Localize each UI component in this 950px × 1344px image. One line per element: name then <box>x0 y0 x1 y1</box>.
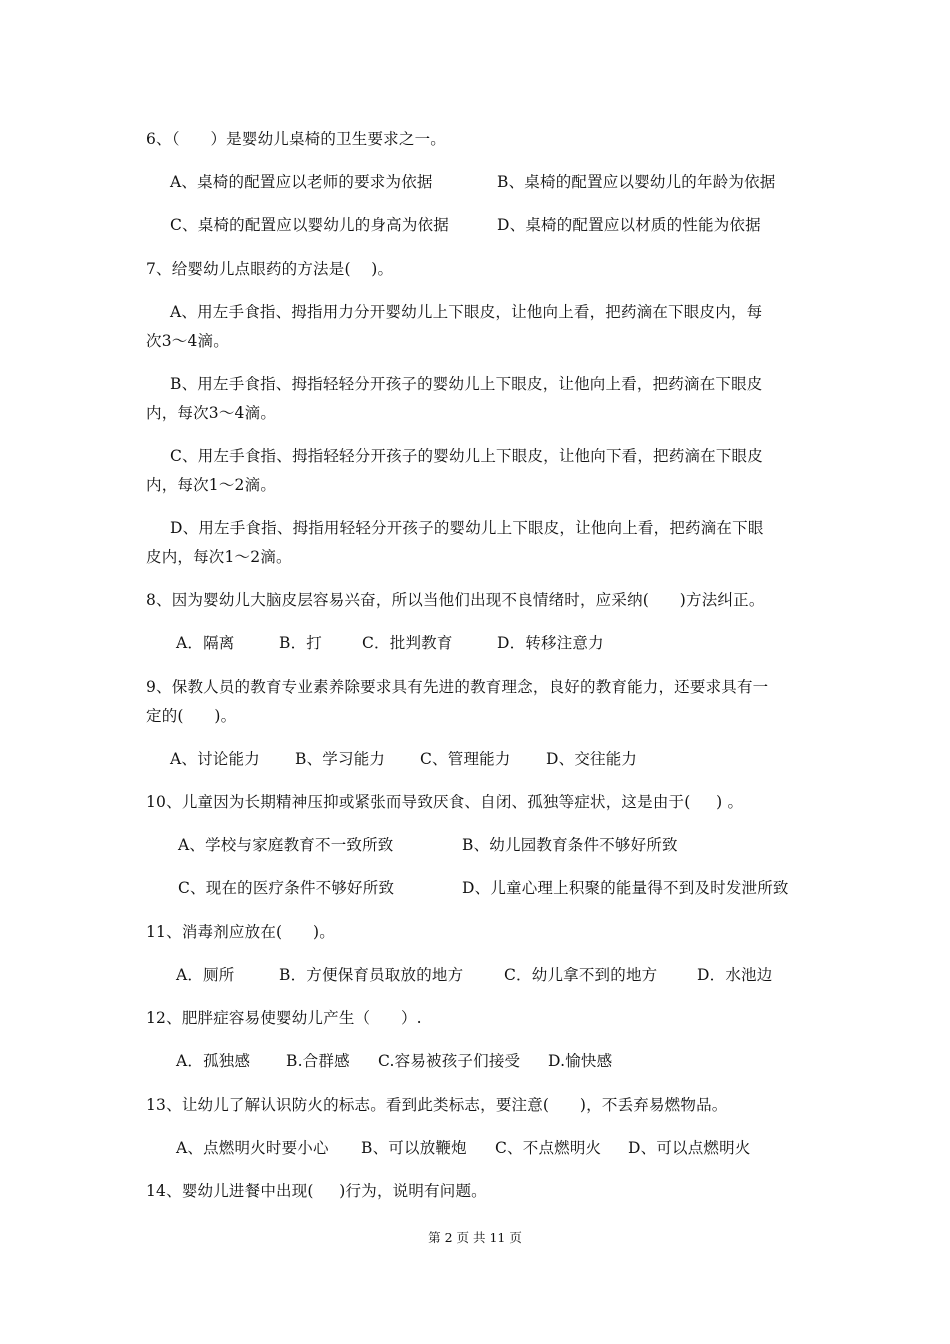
question-12-option-b: B.合群感 <box>286 1052 350 1070</box>
question-8-option-b: B．打 <box>279 634 322 652</box>
question-13-option-b: B、可以放鞭炮 <box>361 1139 467 1157</box>
question-11-option-c: C．幼儿拿不到的地方 <box>504 966 658 984</box>
question-11-option-b: B．方便保育员取放的地方 <box>279 966 464 984</box>
question-7-option-d-line-2: 皮内，每次1～2滴。 <box>146 548 292 566</box>
question-11-option-d: D．水池边 <box>697 966 773 984</box>
question-6-stem: 6、（ ）是婴幼儿桌椅的卫生要求之一。 <box>146 130 446 148</box>
question-11-option-a: A．厕所 <box>176 966 235 984</box>
question-7-option-c-line-2: 内，每次1～2滴。 <box>146 476 277 494</box>
question-7-option-a-line-2: 次3～4滴。 <box>146 332 229 350</box>
question-6-option-c: C、桌椅的配置应以婴幼儿的身高为依据 <box>170 216 449 234</box>
question-10-option-b: B、幼儿园教育条件不够好所致 <box>462 836 678 854</box>
question-13-option-c: C、不点燃明火 <box>495 1139 602 1157</box>
question-12-stem: 12、肥胖症容易使婴幼儿产生（ ）. <box>146 1009 422 1027</box>
question-10-option-d: D、儿童心理上积聚的能量得不到及时发泄所致 <box>462 879 789 897</box>
question-8-stem: 8、因为婴幼儿大脑皮层容易兴奋，所以当他们出现不良情绪时，应采纳( )方法纠正。 <box>146 591 765 609</box>
question-12-option-a: A．孤独感 <box>176 1052 251 1070</box>
question-13-stem: 13、让幼儿了解认识防火的标志。看到此类标志，要注意( )，不丢弃易燃物品。 <box>146 1096 728 1114</box>
question-6-option-b: B、桌椅的配置应以婴幼儿的年龄为依据 <box>497 173 776 191</box>
question-7-option-c-line-1: C、用左手食指、拇指轻轻分开孩子的婴幼儿上下眼皮，让他向下看，把药滴在下眼皮 <box>170 447 763 465</box>
question-7-option-b-line-1: B、用左手食指、拇指轻轻分开孩子的婴幼儿上下眼皮，让他向上看，把药滴在下眼皮 <box>170 375 763 393</box>
question-7-stem: 7、给婴幼儿点眼药的方法是( )。 <box>146 260 394 278</box>
question-13-option-d: D、可以点燃明火 <box>628 1139 751 1157</box>
question-9-option-a: A、讨论能力 <box>170 750 260 768</box>
question-12-option-d: D.愉快感 <box>548 1052 613 1070</box>
question-9-option-d: D、交往能力 <box>546 750 638 768</box>
question-8-option-c: C．批判教育 <box>362 634 453 652</box>
question-13-option-a: A、点燃明火时要小心 <box>176 1139 329 1157</box>
question-14-stem: 14、婴幼儿进餐中出现( )行为，说明有问题。 <box>146 1182 487 1200</box>
question-8-option-d: D．转移注意力 <box>497 634 604 652</box>
question-10-option-c: C、现在的医疗条件不够好所致 <box>178 879 395 897</box>
question-7-option-a-line-1: A、用左手食指、拇指用力分开婴幼儿上下眼皮，让他向上看，把药滴在下眼皮内，每 <box>170 303 763 321</box>
question-7-option-d-line-1: D、用左手食指、拇指用轻轻分开孩子的婴幼儿上下眼皮，让他向上看，把药滴在下眼 <box>170 519 764 537</box>
question-9-option-c: C、管理能力 <box>420 750 511 768</box>
question-7-option-b-line-2: 内，每次3～4滴。 <box>146 404 277 422</box>
question-11-stem: 11、消毒剂应放在( )。 <box>146 923 335 941</box>
question-9-stem-line-2: 定的( )。 <box>146 707 237 725</box>
question-6-option-d: D、桌椅的配置应以材质的性能为依据 <box>497 216 761 234</box>
page-number-footer: 第 2 页 共 11 页 <box>428 1230 522 1245</box>
question-10-stem: 10、儿童因为长期精神压抑或紧张而导致厌食、自闭、孤独等症状，这是由于( ) 。 <box>146 793 744 811</box>
question-6-option-a: A、桌椅的配置应以老师的要求为依据 <box>170 173 433 191</box>
question-10-option-a: A、学校与家庭教育不一致所致 <box>178 836 394 854</box>
question-12-option-c: C.容易被孩子们接受 <box>378 1052 521 1070</box>
question-9-stem-line-1: 9、保教人员的教育专业素养除要求具有先进的教育理念，良好的教育能力，还要求具有一 <box>146 678 769 696</box>
question-9-option-b: B、学习能力 <box>295 750 386 768</box>
question-8-option-a: A．隔离 <box>176 634 235 652</box>
